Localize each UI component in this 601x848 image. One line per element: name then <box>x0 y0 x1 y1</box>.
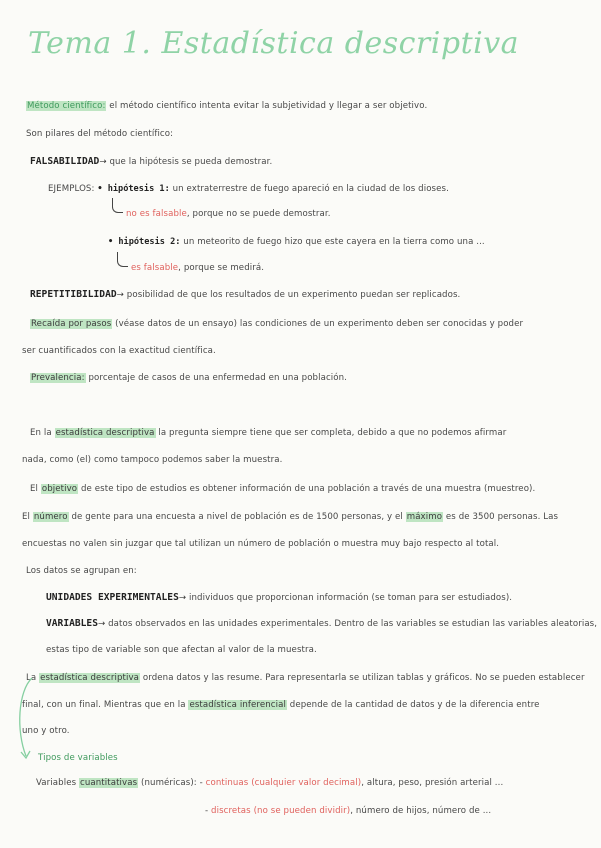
highlight: Recaída por pasos <box>31 319 112 329</box>
text-red: no es falsable <box>126 209 187 219</box>
text-line <box>30 372 347 384</box>
text-line <box>38 752 118 764</box>
text: de gente para una encuesta a nivel de población es de 1500 personas, y el <box>68 512 406 522</box>
text: , porque se medirá. <box>178 263 265 273</box>
text-line <box>30 318 523 330</box>
term: • hipótesis 2: <box>108 237 181 247</box>
text: depende de la cantidad de datos y de la diferencia entre <box>286 700 540 710</box>
highlight: Método científico: <box>27 101 106 111</box>
highlight: cuantitativas <box>80 778 138 788</box>
text-line <box>126 208 331 220</box>
text-line <box>36 777 503 789</box>
text: En la <box>30 428 55 438</box>
text-line <box>205 805 491 817</box>
text: (véase datos de un ensayo) las condiciones de un experimento deben ser conocidas y poder <box>112 319 524 329</box>
term: REPETITIBILIDAD <box>30 289 117 300</box>
text: final, con un final. Mientras que en la <box>22 700 189 710</box>
text: , altura, peso, presión arterial ... <box>361 778 504 788</box>
highlight: Prevalencia: <box>31 373 85 383</box>
text-line <box>108 236 485 248</box>
text: , porque no se puede demostrar. <box>186 209 331 219</box>
text-line: ser cuantificados con la exactitud científica. <box>22 346 216 356</box>
text-line <box>30 289 460 301</box>
text: individuos que proporcionan información (se toman para ser estudiados). <box>186 593 513 603</box>
text: Variables <box>36 778 80 788</box>
text: es de 3500 personas. Las <box>443 512 559 522</box>
text-line <box>30 156 272 168</box>
text-line <box>131 262 264 274</box>
highlight: objetivo <box>41 484 78 494</box>
term: VARIABLES <box>46 618 98 629</box>
text-line <box>46 618 597 630</box>
text: posibilidad de que los resultados de un experimento puedan ser replicados. <box>123 290 461 300</box>
highlight: estadística inferencial <box>189 700 286 710</box>
text-line: uno y otro. <box>22 726 70 736</box>
label: EJEMPLOS: <box>48 184 95 194</box>
text: La <box>26 673 40 683</box>
text-line <box>26 672 585 684</box>
highlight: número <box>33 512 68 522</box>
arrow-icon <box>117 252 128 267</box>
text: , número de hijos, número de ... <box>350 806 492 816</box>
text: porcentaje de casos de una enfermedad en una población. <box>85 373 348 383</box>
text: - <box>205 806 212 816</box>
term: FALSABILIDAD <box>30 156 100 167</box>
arrow-icon: → <box>97 619 106 629</box>
text: ordena datos y las resume. Para representarla se utilizan tablas y gráficos. No se pueden establecer <box>140 673 585 683</box>
text: la pregunta siempre tiene que ser completa, debido a que no podemos afirmar <box>155 428 507 438</box>
highlight: máximo <box>406 512 443 522</box>
text-red: discretas (no se pueden dividir) <box>211 806 351 816</box>
text: El <box>22 512 33 522</box>
arrow-icon: → <box>116 290 124 300</box>
text-red: es falsable <box>131 263 179 273</box>
text-red: continuas (cualquier valor decimal) <box>205 778 362 788</box>
text: que la hipótesis se pueda demostrar. <box>106 157 273 167</box>
text-line <box>48 183 449 195</box>
text-line: Son pilares del método científico: <box>26 129 174 139</box>
text: (numéricas): - <box>138 778 206 788</box>
text: de este tipo de estudios es obtener información de una población a través de una muestra (muestreo). <box>78 484 536 494</box>
page-title: Tema 1. Estadística descriptiva <box>28 26 520 61</box>
curved-arrow-icon <box>10 676 40 766</box>
text: el método científico intenta evitar la subjetividad y llegar a ser objetivo. <box>106 101 428 111</box>
text-line: estas tipo de variable son que afectan al valor de la muestra. <box>46 645 317 655</box>
text-line: Los datos se agrupan en: <box>26 566 137 576</box>
text-line <box>22 699 540 711</box>
highlight: estadística descriptiva <box>55 428 155 438</box>
section-heading: Tipos de variables <box>38 753 118 763</box>
highlight: estadística descriptiva <box>40 673 140 683</box>
arrow-icon: → <box>99 157 107 167</box>
text-line <box>22 511 558 523</box>
text: un extraterrestre de fuego apareció en la ciudad de los dioses. <box>169 184 449 194</box>
arrow-icon <box>112 198 123 213</box>
text-line <box>46 592 512 604</box>
text-line: encuestas no valen sin juzgar que tal utilizan un número de población o muestra muy bajo respecto al total. <box>22 539 500 549</box>
text-line <box>30 483 535 495</box>
text: datos observados en las unidades experimentales. Dentro de las variables se estudian las variables aleatorias, <box>105 619 598 629</box>
text: un meteorito de fuego hizo que este cayera en la tierra como una ... <box>180 237 485 247</box>
text-line <box>30 427 506 439</box>
text: El <box>30 484 41 494</box>
term: UNIDADES EXPERIMENTALES <box>46 592 179 603</box>
text-line: nada, como (el) como tampoco podemos saber la muestra. <box>22 455 283 465</box>
text-line <box>26 100 427 112</box>
term: • hipótesis 1: <box>97 184 170 194</box>
arrow-icon: → <box>178 593 187 603</box>
